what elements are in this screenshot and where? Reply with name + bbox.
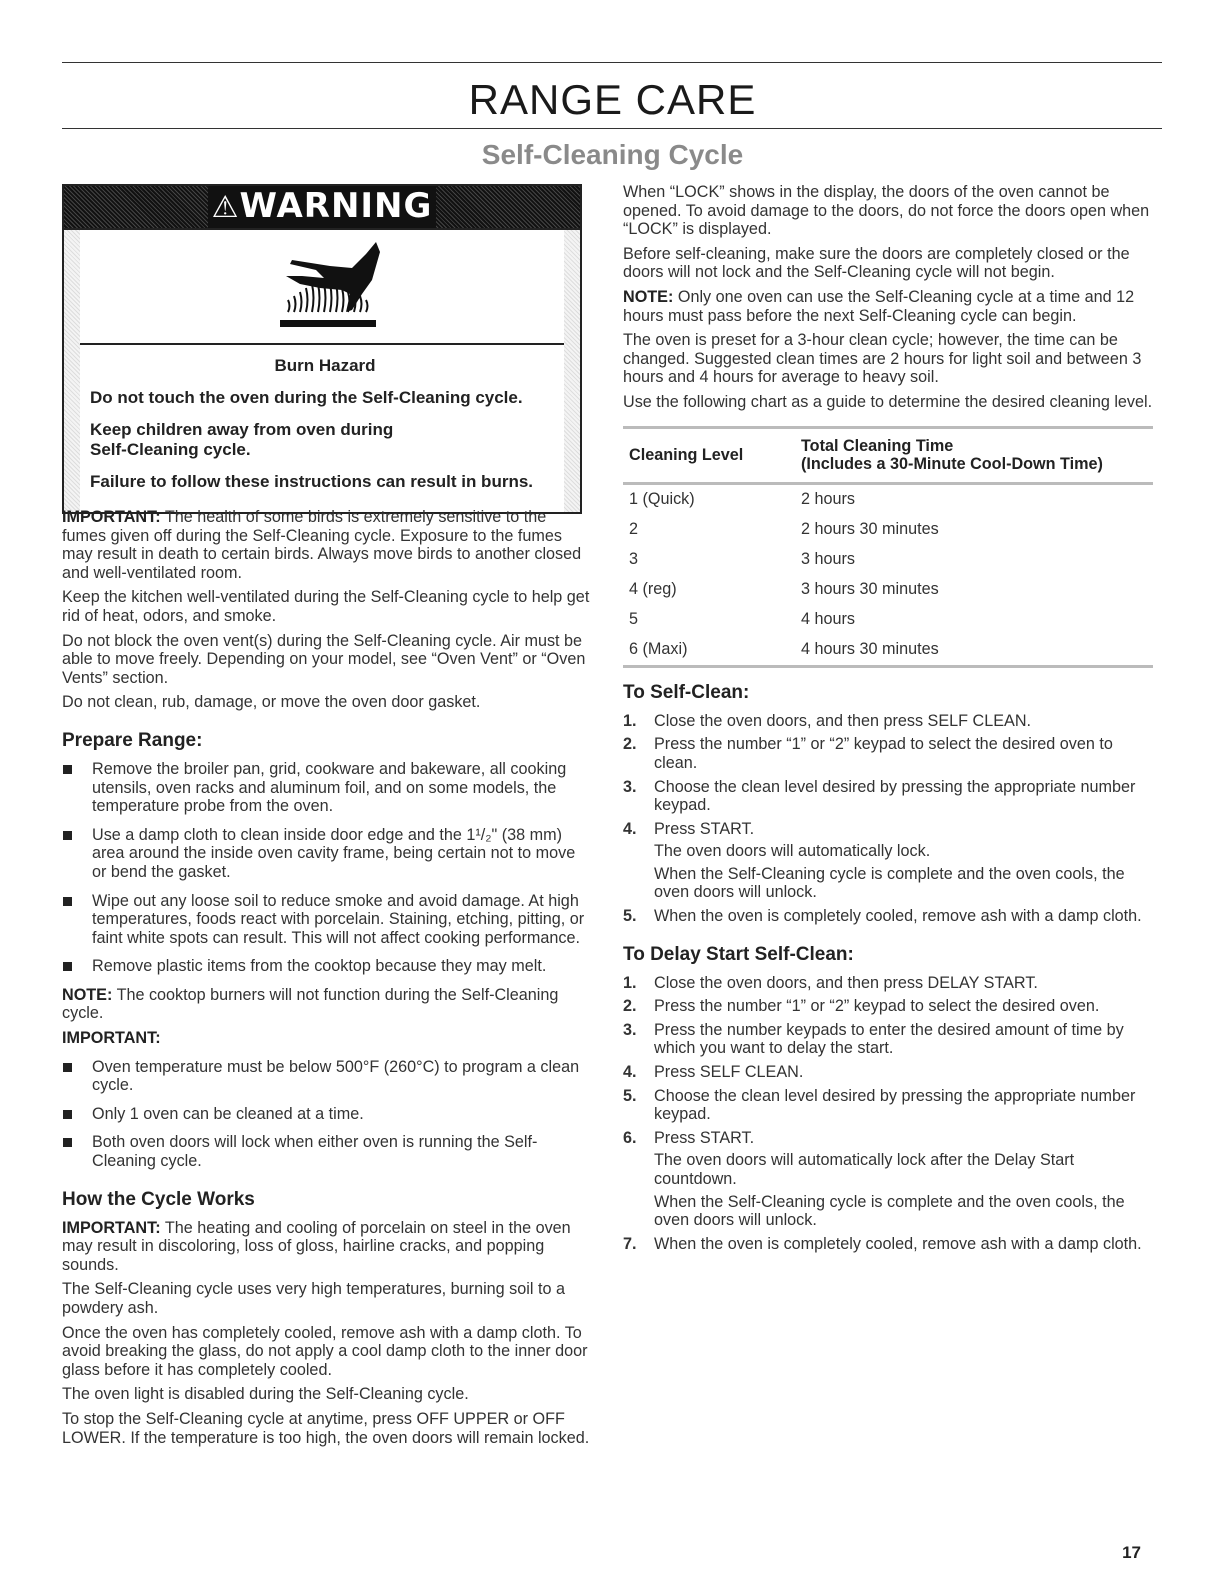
step-text: Choose the clean level desired by pressing the appropriate number keypad. xyxy=(654,777,1136,815)
important-list xyxy=(62,1058,592,1171)
paragraph xyxy=(62,1410,592,1447)
bullet-item: Only 1 oven can be cleaned at a time. xyxy=(62,1105,592,1124)
step-text: Press the number “1” or “2” keypad to select the desired oven. xyxy=(654,997,1100,1016)
title-rule xyxy=(62,128,1162,129)
warning-line: Do not touch the oven during the Self-Cleaning cycle. xyxy=(90,388,523,407)
paragraph-lead: IMPORTANT: xyxy=(62,508,161,526)
step-text: Choose the clean level desired by pressing the appropriate number keypad. xyxy=(654,1086,1136,1124)
paragraph xyxy=(623,331,1153,387)
paragraph xyxy=(623,183,1153,239)
step-number: 3. xyxy=(623,777,637,796)
paragraph xyxy=(623,288,1153,325)
step-number: 5. xyxy=(623,1086,637,1105)
bullet-item: Remove the broiler pan, grid, cookware and bakeware, all cooking utensils, oven racks and aluminum foil, and on some models, the temperature probe from the oven. xyxy=(62,760,592,816)
warning-shade-right xyxy=(564,230,580,512)
paragraph xyxy=(62,588,592,625)
cell-total-time: 2 hours 30 minutes xyxy=(801,520,939,539)
paragraph-text: Use the following chart as a guide to determine the desired cleaning level. xyxy=(623,392,1153,411)
table-body xyxy=(623,483,1153,666)
burn-hazard-icon xyxy=(80,232,564,344)
paragraph xyxy=(62,693,592,712)
delay-start-steps xyxy=(623,974,1153,1254)
paragraph xyxy=(62,1219,592,1275)
paragraph-text: When “LOCK” shows in the display, the doors of the oven cannot be opened. To avoid damage to the doors, do not force the doors open when “LOCK” is displayed. xyxy=(623,183,1150,239)
step-text: Press START. xyxy=(654,1128,755,1147)
important-heading: IMPORTANT: xyxy=(62,1029,161,1048)
prepare-range-list xyxy=(62,760,592,976)
paragraph-lead: NOTE: xyxy=(623,287,674,306)
step-number: 5. xyxy=(623,907,637,926)
paragraph-text: Once the oven has completely cooled, remove ash with a damp cloth. To avoid breaking the glass, do not apply a cool damp cloth to the inner door glass before it has completely cooled. xyxy=(62,1323,588,1379)
cell-cleaning-level: 6 (Maxi) xyxy=(629,640,688,659)
step-item xyxy=(623,1235,1153,1254)
step-text: When the oven is completely cooled, remove ash with a damp cloth. xyxy=(654,907,1142,926)
paragraph-text: The health of some birds is extremely sensitive to the fumes given off during the Self-Cleaning cycle. Exposure to the fumes may result in death to certain birds. Always move birds to another closed and well-ventilated room. xyxy=(62,508,582,582)
step-number: 1. xyxy=(623,973,637,992)
paragraph xyxy=(62,1385,592,1404)
warning-label: ⚠WARNING xyxy=(208,186,437,228)
bullet-item: Both oven doors will lock when either oven is running the Self-Cleaning cycle. xyxy=(62,1133,592,1170)
to-self-clean-heading: To Self-Clean: xyxy=(623,681,750,703)
step-text: Press the number “1” or “2” keypad to select the desired oven to clean. xyxy=(654,735,1113,772)
cell-total-time: 4 hours xyxy=(801,610,855,629)
cell-cleaning-level: 3 xyxy=(629,550,639,569)
paragraph-text: The heating and cooling of porcelain on steel in the oven may result in discoloring, loss of gloss, hairline cracks, and popping sounds. xyxy=(62,1218,571,1274)
step-item xyxy=(623,1129,1153,1230)
paragraph-lead: IMPORTANT: xyxy=(62,1218,161,1237)
step-number: 4. xyxy=(623,1063,637,1082)
step-item xyxy=(623,997,1153,1016)
bullet-item: Use a damp cloth to clean inside door edge and the 1¹/₂" (38 mm) area around the inside oven cavity frame, being certain not to move or bend the gasket. xyxy=(62,826,592,882)
how-cycle-works-heading: How the Cycle Works xyxy=(62,1188,255,1210)
table-row xyxy=(623,545,1153,575)
table-row xyxy=(623,483,1153,515)
step-subtext: When the Self-Cleaning cycle is complete and the oven cools, the oven doors will unlock. xyxy=(654,864,1125,902)
cell-total-time: 2 hours xyxy=(801,490,855,509)
warning-shade-left xyxy=(64,230,80,512)
step-number: 4. xyxy=(623,819,637,838)
step-number: 6. xyxy=(623,1128,637,1147)
step-number: 1. xyxy=(623,711,637,730)
step-item xyxy=(623,907,1153,926)
step-item xyxy=(623,735,1153,772)
section-subtitle: Self-Cleaning Cycle xyxy=(481,139,744,170)
step-item xyxy=(623,778,1153,815)
step-text: Close the oven doors, and then press SELF CLEAN. xyxy=(654,711,1032,730)
right-column xyxy=(623,183,1153,1258)
col-header-cleaning-level: Cleaning Level xyxy=(629,445,744,464)
cleaning-level-table xyxy=(623,426,1153,668)
warning-icon-area xyxy=(80,232,564,344)
delay-start-heading: To Delay Start Self-Clean: xyxy=(623,943,854,965)
step-number: 2. xyxy=(623,997,637,1016)
step-item xyxy=(623,1087,1153,1124)
step-subtext: The oven doors will automatically lock after the Delay Start countdown. xyxy=(654,1151,1075,1188)
hazard-title: Burn Hazard xyxy=(274,356,376,375)
cell-cleaning-level: 2 xyxy=(629,520,639,539)
page-number: 17 xyxy=(1122,1543,1141,1562)
cell-cleaning-level: 1 (Quick) xyxy=(629,490,695,509)
bullet-item: Remove plastic items from the cooktop because they may melt. xyxy=(62,957,592,976)
step-number: 7. xyxy=(623,1234,637,1253)
paragraph xyxy=(62,508,592,582)
warning-line: Failure to follow these instructions can result in burns. xyxy=(90,472,534,491)
step-subtext: When the Self-Cleaning cycle is complete and the oven cools, the oven doors will unlock. xyxy=(654,1192,1125,1230)
step-subtext: The oven doors will automatically lock. xyxy=(654,842,931,861)
paragraph-text: Do not clean, rub, damage, or move the oven door gasket. xyxy=(62,693,481,712)
cell-cleaning-level: 5 xyxy=(629,610,639,629)
step-text: Press the number keypads to enter the desired amount of time by which you want to delay the start. xyxy=(654,1020,1124,1058)
warning-text xyxy=(90,356,560,504)
col-header-total-time: Total Cleaning Time (Includes a 30-Minute Cool-Down Time) xyxy=(801,436,1103,474)
paragraph xyxy=(62,632,592,688)
warning-line: Keep children away from oven during Self-Cleaning cycle. xyxy=(90,420,394,459)
step-item xyxy=(623,712,1153,731)
warning-header xyxy=(62,184,582,230)
paragraph xyxy=(62,1280,592,1317)
cell-total-time: 3 hours 30 minutes xyxy=(801,580,939,599)
step-text: Close the oven doors, and then press DELAY START. xyxy=(654,973,1038,992)
table-row xyxy=(623,635,1153,667)
paragraph-text: The Self-Cleaning cycle uses very high temperatures, burning soil to a powdery ash. xyxy=(62,1280,565,1317)
left-column xyxy=(62,508,592,1453)
step-text: Press SELF CLEAN. xyxy=(654,1063,804,1082)
right-intro xyxy=(623,183,1153,412)
step-item xyxy=(623,820,1153,902)
step-item xyxy=(623,974,1153,993)
step-number: 3. xyxy=(623,1020,637,1039)
paragraph-text: Keep the kitchen well-ventilated during the Self-Cleaning cycle to help get rid of heat, odors, and smoke. xyxy=(62,588,590,625)
paragraph-text: To stop the Self-Cleaning cycle at anytime, press OFF UPPER or OFF LOWER. If the temperature is too high, the oven doors will remain locked. xyxy=(62,1409,590,1447)
top-rule xyxy=(62,62,1162,63)
paragraph xyxy=(623,393,1153,412)
note-paragraph: NOTE: The cooktop burners will not function during the Self-Cleaning cycle. xyxy=(62,985,559,1023)
page-title: RANGE CARE xyxy=(468,76,757,123)
step-number: 2. xyxy=(623,735,637,754)
cell-total-time: 4 hours 30 minutes xyxy=(801,640,939,659)
warning-triangle-icon: ⚠ xyxy=(211,190,240,225)
table-row xyxy=(623,515,1153,545)
self-clean-steps xyxy=(623,712,1153,926)
paragraph xyxy=(623,245,1153,282)
bullet-item: Wipe out any loose soil to reduce smoke and avoid damage. At high temperatures, foods react with porcelain. Staining, etching, pitting, or faint white spots can result. This will not affect cooking performance. xyxy=(62,892,592,948)
paragraph-text: Before self-cleaning, make sure the doors are completely closed or the doors will not lock and the Self-Cleaning cycle will not begin. xyxy=(623,244,1130,282)
how-cycle-works-text xyxy=(62,1219,592,1448)
table-header-row xyxy=(623,427,1153,483)
table-row xyxy=(623,605,1153,635)
step-text: Press START. xyxy=(654,819,755,838)
paragraph-text: The oven light is disabled during the Self-Cleaning cycle. xyxy=(62,1385,469,1404)
table-row xyxy=(623,575,1153,605)
paragraph-text: The oven is preset for a 3-hour clean cycle; however, the time can be changed. Suggested clean times are 2 hours for light soil and between 3 hours and 4 hours for average to heavy soil. xyxy=(623,331,1142,387)
paragraph-text: Only one oven can use the Self-Cleaning cycle at a time and 12 hours must pass before the next Self-Cleaning cycle can begin. xyxy=(623,287,1135,325)
warning-divider xyxy=(80,343,564,345)
cell-total-time: 3 hours xyxy=(801,550,855,569)
step-item xyxy=(623,1021,1153,1058)
bullet-item: Oven temperature must be below 500°F (260°C) to program a clean cycle. xyxy=(62,1058,592,1095)
left-intro xyxy=(62,508,592,712)
step-text: When the oven is completely cooled, remove ash with a damp cloth. xyxy=(654,1234,1142,1253)
prepare-range-heading: Prepare Range: xyxy=(62,729,203,751)
paragraph-text: Do not block the oven vent(s) during the Self-Cleaning cycle. Air must be able to move freely. Depending on your model, see “Oven Vent” or “Oven Vents” section. xyxy=(62,631,586,687)
paragraph xyxy=(62,1324,592,1380)
cell-cleaning-level: 4 (reg) xyxy=(629,580,677,599)
step-item xyxy=(623,1063,1153,1082)
